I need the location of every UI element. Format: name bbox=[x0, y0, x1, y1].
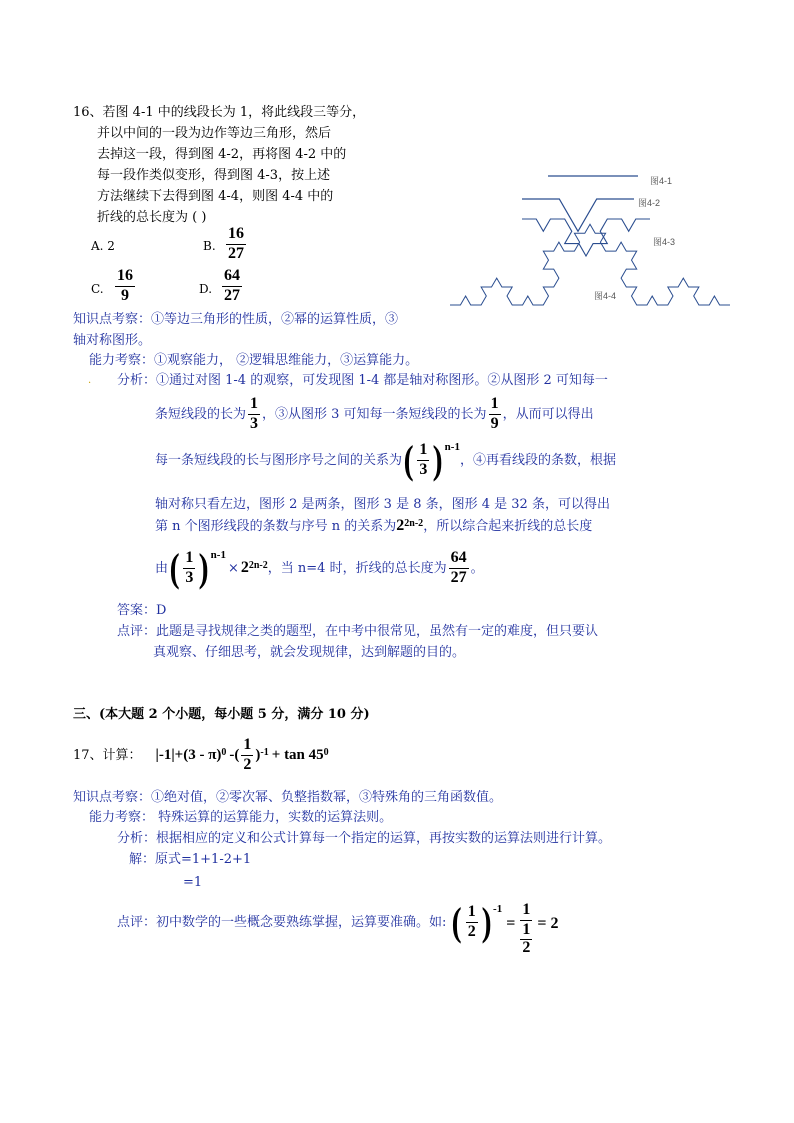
option-d-label: D. bbox=[199, 282, 213, 296]
fig-label-4-1: 图4-1 bbox=[650, 176, 673, 186]
analysis-text: 由 bbox=[155, 560, 169, 576]
q16-analysis-l5 bbox=[155, 518, 592, 534]
q16-analysis-l4: 轴对称只看左边，图形 2 是两条，图形 3 是 8 条，图形 4 是 32 条，可以得出 bbox=[155, 497, 610, 512]
analysis-text: 每一条短线段的长与图形序号之间的关系为 bbox=[155, 452, 403, 468]
q17-solution-1: 解：原式=1+1-2+1 bbox=[129, 852, 252, 867]
frac-num: 1 bbox=[183, 550, 195, 569]
degree-exponent: 0 bbox=[323, 747, 329, 759]
koch-fig-4-2 bbox=[522, 199, 634, 231]
q16-analysis-l6: 由 ( $\frac{1}{3}$ ) n-1 × 2 $^{2n-2}$ ，当 n=4 时，折线的总长度为 $\frac{64}{27}$ 。 bbox=[155, 545, 484, 590]
option-b-fraction bbox=[224, 226, 248, 263]
fig-label-4-2: 图4-2 bbox=[638, 198, 661, 208]
option-c-fraction bbox=[113, 268, 137, 305]
q16-line-5: 方法继续下去得到图 4-4，则图 4-4 中的 bbox=[97, 189, 334, 204]
q16-comment-1: 点评：此题是寻找规律之类的题型，在中考中很常见，虽然有一定的难度，但只要认 bbox=[117, 624, 599, 639]
exponent: 2n-2 bbox=[248, 560, 268, 571]
frac-den: 2 bbox=[467, 922, 476, 940]
frac-num: 1 bbox=[248, 396, 260, 415]
koch-fig-4-3 bbox=[522, 219, 650, 256]
analysis-text: ，当 n=4 时，折线的总长度为 bbox=[267, 560, 447, 576]
paren-term: (3 - π) bbox=[183, 746, 222, 763]
tan-term: + tan 45 bbox=[271, 746, 324, 763]
frac-num: 1 bbox=[417, 442, 429, 461]
koch-fig-4-4 bbox=[450, 224, 730, 305]
q16-ability: 能力考察：①观察能力， ②逻辑思维能力，③运算能力。 bbox=[89, 353, 419, 368]
frac-num: 16 bbox=[226, 226, 246, 245]
exponent: 2n-2 bbox=[404, 518, 424, 529]
q17-ability: 能力考察： 特殊运算的运算能力，实数的运算法则。 bbox=[89, 810, 393, 825]
frac-den: 3 bbox=[250, 414, 259, 432]
q16-line-3: 去掉这一段，得到图 4-2，再将图 4-2 中的 bbox=[97, 147, 347, 162]
frac-den: 9 bbox=[121, 286, 129, 304]
q16-knowledge-1: 知识点考察：①等边三角形的性质，②幂的运算性质，③ bbox=[73, 312, 399, 327]
analysis-text: ，从而可以得出 bbox=[502, 406, 594, 422]
bullet-dot: . bbox=[88, 375, 92, 386]
frac-den: 9 bbox=[490, 414, 499, 432]
frac-num: 1 bbox=[241, 737, 253, 756]
q16-line-1: 16、若图 4-1 中的线段长为 1，将此线段三等分， bbox=[73, 105, 366, 120]
exponent: n-1 bbox=[444, 441, 460, 453]
koch-figure bbox=[440, 165, 740, 315]
q17-solution-2: =1 bbox=[183, 875, 203, 890]
equals-two: = 2 bbox=[537, 915, 559, 932]
q17-comment: 点评：初中数学的一些概念要熟练掌握，运算要准确。如: ( $\frac{1}{2}$ ) -1 = $\frac{1}{\frac{1}{2}}$ = 2 bbox=[117, 899, 559, 956]
frac-num: 64 bbox=[449, 550, 469, 569]
frac-den: 27 bbox=[450, 568, 467, 586]
frac-den: 2 bbox=[243, 755, 252, 773]
q16-analysis-l2 bbox=[155, 396, 594, 433]
q17-knowledge: 知识点考察：①绝对值，②零次幂、负整指数幂，③特殊角的三角函数值。 bbox=[73, 790, 503, 805]
option-a: A. 2 bbox=[91, 239, 115, 253]
fig-label-4-4: 图4-4 bbox=[594, 291, 617, 301]
frac-den: 3 bbox=[185, 568, 194, 586]
exponent: 0 bbox=[221, 747, 227, 759]
q17-prompt: 17、计算： bbox=[73, 747, 142, 763]
frac-den: 2 bbox=[522, 938, 531, 956]
frac-num: 1 bbox=[522, 901, 531, 918]
q16-analysis-l1: 分析：①通过对图 1-4 的观察，可发现图 1-4 都是轴对称图形。②从图形 2 可知每一 bbox=[117, 373, 608, 388]
plus-sign: + bbox=[174, 746, 184, 763]
exponent: n-1 bbox=[210, 549, 226, 561]
frac-num: 1 bbox=[466, 904, 478, 923]
compound-fraction bbox=[519, 902, 533, 956]
power-base: 2 bbox=[240, 559, 249, 576]
exponent: -1 bbox=[260, 747, 269, 759]
analysis-text: 。 bbox=[470, 560, 484, 576]
minus-open: -( bbox=[229, 746, 240, 763]
analysis-text: 条短线段的长为 bbox=[155, 406, 247, 422]
analysis-text: 第 n 个图形线段的条数与序号 n 的关系为 bbox=[155, 518, 397, 534]
exponent: -1 bbox=[493, 903, 503, 915]
q16-answer: 答案：D bbox=[117, 603, 167, 618]
frac-den: 27 bbox=[228, 244, 244, 262]
q16-line-4: 每一段作类似变形，得到图 4-3，按上述 bbox=[97, 168, 331, 183]
q16-comment-2: 真观察、仔细思考，就会发现规律，达到解题的目的。 bbox=[153, 645, 466, 660]
option-d-fraction bbox=[220, 268, 244, 305]
q16-knowledge-2: 轴对称图形。 bbox=[73, 333, 152, 348]
frac-den: 27 bbox=[224, 286, 240, 304]
equals-sign: = bbox=[506, 915, 516, 932]
q17-expression bbox=[73, 737, 329, 774]
q16-analysis-l3: 每一条短线段的长与图形序号之间的关系为 ( $\frac{1}{3}$ ) n-1 ，④再看线段的条数，根据 bbox=[155, 437, 616, 482]
fig-label-4-3: 图4-3 bbox=[653, 237, 676, 247]
abs-value: |-1| bbox=[155, 746, 175, 763]
power-base: 2 bbox=[396, 517, 405, 534]
analysis-text: ，③从图形 3 可知每一条短线段的长为 bbox=[262, 406, 487, 422]
q16-line-2: 并以中间的一段为边作等边三角形，然后 bbox=[97, 126, 332, 141]
q17-analysis: 分析：根据相应的定义和公式计算每一个指定的运算，再按实数的运算法则进行计算。 bbox=[117, 831, 612, 846]
option-c-label: C. bbox=[91, 282, 104, 296]
frac-num: 1 bbox=[522, 920, 531, 938]
frac-num: 16 bbox=[115, 268, 135, 287]
analysis-text: ，④再看线段的条数，根据 bbox=[459, 452, 616, 468]
comment-text: 点评：初中数学的一些概念要熟练掌握，运算要准确。如: bbox=[117, 915, 447, 930]
times-sign: × bbox=[227, 560, 239, 576]
q16-line-6: 折线的总长度为 ( ) bbox=[97, 210, 207, 225]
frac-den: 3 bbox=[419, 460, 428, 478]
frac-num: 64 bbox=[222, 268, 242, 287]
option-b-label: B. bbox=[203, 239, 216, 253]
frac-num: 1 bbox=[489, 396, 501, 415]
close-paren: ) bbox=[255, 746, 261, 763]
analysis-text: ，所以综合起来折线的总长度 bbox=[423, 518, 593, 534]
section-heading: 三、(本大题 2 个小题，每小题 5 分，满分 10 分) bbox=[73, 707, 370, 722]
